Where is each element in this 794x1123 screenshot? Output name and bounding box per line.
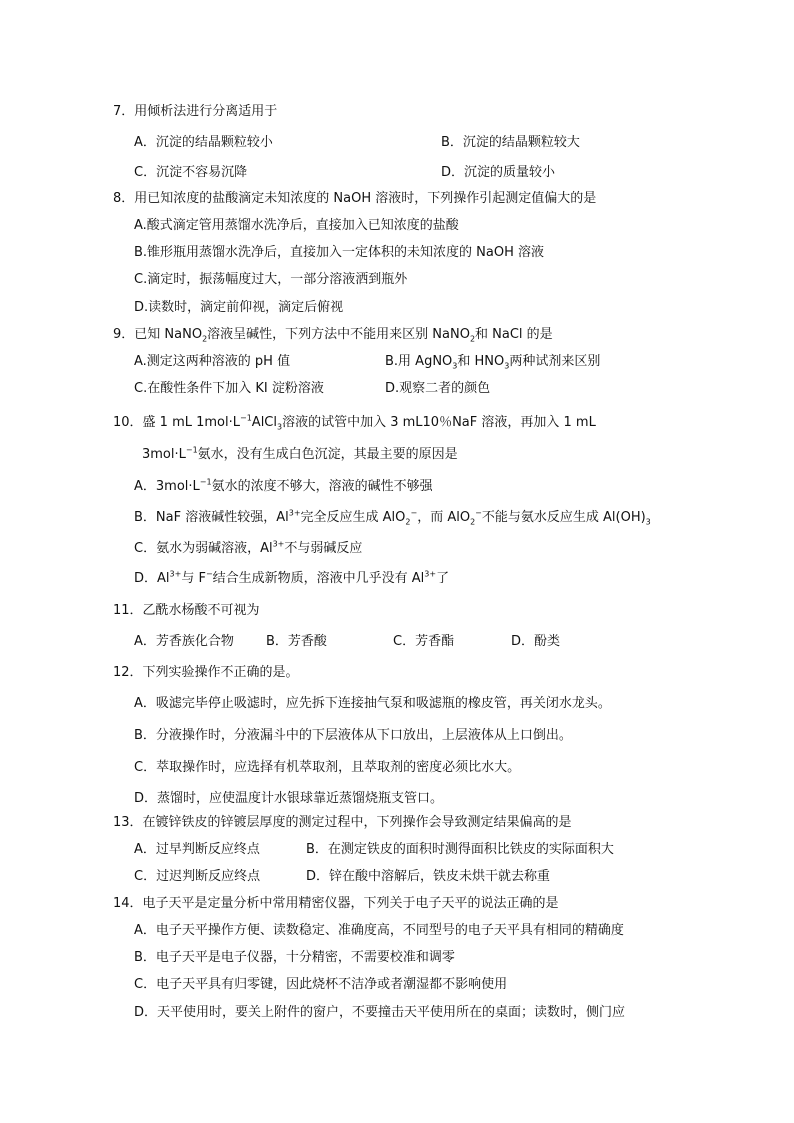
question-13-option-b: B．在测定铁皮的面积时测得面积比铁皮的实际面积大 bbox=[306, 842, 614, 857]
question-9-option-b: B.用 AgNO$_3$和 $HNO_3$两种试剂来区别 bbox=[385, 354, 601, 371]
question-12-option-a: A．吸滤完毕停止吸滤时，应先拆下连接抽气泵和吸滤瓶的橡皮管，再关闭水龙头。 bbox=[134, 696, 611, 711]
question-12-stem: 12．下列实验操作不正确的是。 bbox=[113, 665, 299, 680]
question-13-option-c: C．过迟判断反应终点 bbox=[134, 869, 261, 884]
question-8-option-a: A.酸式滴定管用蒸馏水洗净后，直接加入已知浓度的盐酸 bbox=[134, 218, 459, 233]
question-13-stem: 13．在镀锌铁皮的锌镀层厚度的测定过程中，下列操作会导致测定结果偏高的是 bbox=[113, 815, 572, 830]
question-9-stem: 9．已知 NaNO$_2$溶液呈碱性，下列方法中不能用来区别 NaNO$_2$和 NaCl 的是 bbox=[113, 327, 553, 344]
question-10-option-a: A．$3mol\cdot L^{-1}$氨水的浓度不够大，溶液的碱性不够强 bbox=[134, 477, 433, 494]
question-8-option-d: D.读数时，滴定前仰视，滴定后俯视 bbox=[134, 300, 344, 315]
question-12-option-c: C．萃取操作时，应选择有机萃取剂，且萃取剂的密度必须比水大。 bbox=[134, 760, 521, 775]
question-10-stem-continued: $3mol\cdot L^{-1}$氨水，没有生成白色沉淀，其最主要的原因是 bbox=[142, 445, 458, 462]
question-11-option-d: D．酚类 bbox=[511, 634, 561, 649]
question-7-option-d: D．沉淀的质量较小 bbox=[441, 165, 556, 180]
question-10-option-d: D．$Al^{3+}$与 F−结合生成新物质，溶液中几乎没有 $Al^{3+}$了 bbox=[134, 569, 450, 586]
question-11-option-a: A．芳香族化合物 bbox=[134, 634, 234, 649]
question-11-option-b: B．芳香酸 bbox=[266, 634, 327, 649]
question-7-option-b: B．沉淀的结晶颗粒较大 bbox=[441, 135, 580, 150]
question-11-stem: 11．乙酰水杨酸不可视为 bbox=[113, 603, 260, 618]
question-9-option-c: C.在酸性条件下加入 KI 淀粉溶液 bbox=[134, 381, 324, 396]
question-12-option-b: B．分液操作时，分液漏斗中的下层液体从下口放出，上层液体从上口倒出。 bbox=[134, 728, 572, 743]
question-14-option-a: A．电子天平操作方便、读数稳定、准确度高，不同型号的电子天平具有相同的精确度 bbox=[134, 923, 624, 938]
question-12-option-d: D．蒸馏时，应使温度计水银球靠近蒸馏烧瓶支管口。 bbox=[134, 791, 444, 806]
question-14-stem: 14．电子天平是定量分析中常用精密仪器，下列关于电子天平的说法正确的是 bbox=[113, 896, 559, 911]
question-7-option-a: A．沉淀的结晶颗粒较小 bbox=[134, 135, 273, 150]
question-8-option-b: B.锥形瓶用蒸馏水洗净后，直接加入一定体积的未知浓度的 NaOH 溶液 bbox=[134, 245, 545, 260]
question-11-option-c: C．芳香酯 bbox=[393, 634, 455, 649]
question-8-option-c: C.滴定时，振荡幅度过大，一部分溶液洒到瓶外 bbox=[134, 272, 408, 287]
question-8-stem: 8．用已知浓度的盐酸滴定未知浓度的 NaOH 溶液时，下列操作引起测定值偏大的是 bbox=[113, 191, 597, 206]
question-9-option-d: D.观察二者的颜色 bbox=[385, 381, 491, 396]
question-10-option-b: B．NaF 溶液碱性较强，$Al^{3+}$完全反应生成 AlO$_2$−，而 AlO$_2$−不能与氨水反应生成 $Al(OH)_3$ bbox=[134, 508, 651, 527]
question-7-stem: 7．用倾析法进行分离适用于 bbox=[113, 104, 278, 119]
question-14-option-d: D．天平使用时，要关上附件的窗户，不要撞击天平使用所在的桌面；读数时，侧门应 bbox=[134, 1005, 626, 1020]
question-13-option-a: A．过早判断反应终点 bbox=[134, 842, 260, 857]
question-13-option-d: D．锌在酸中溶解后，铁皮未烘干就去称重 bbox=[306, 869, 551, 884]
question-10-option-c: C．氨水为弱碱溶液，$Al^{3+}$不与弱碱反应 bbox=[134, 539, 363, 556]
question-10-stem: 10．盛 1 mL $1mol\cdot L^{-1}AlCl_3$溶液的试管中加入 3 mL10％NaF 溶液，再加入 1 mL bbox=[113, 413, 596, 432]
question-14-option-c: C．电子天平具有归零键，因此烧杯不洁净或者潮湿都不影响使用 bbox=[134, 977, 508, 992]
question-9-option-a: A.测定这两种溶液的 pH 值 bbox=[134, 354, 291, 369]
question-7-option-c: C．沉淀不容易沉降 bbox=[134, 165, 248, 180]
question-14-option-b: B．电子天平是电子仪器，十分精密，不需要校准和调零 bbox=[134, 950, 455, 965]
